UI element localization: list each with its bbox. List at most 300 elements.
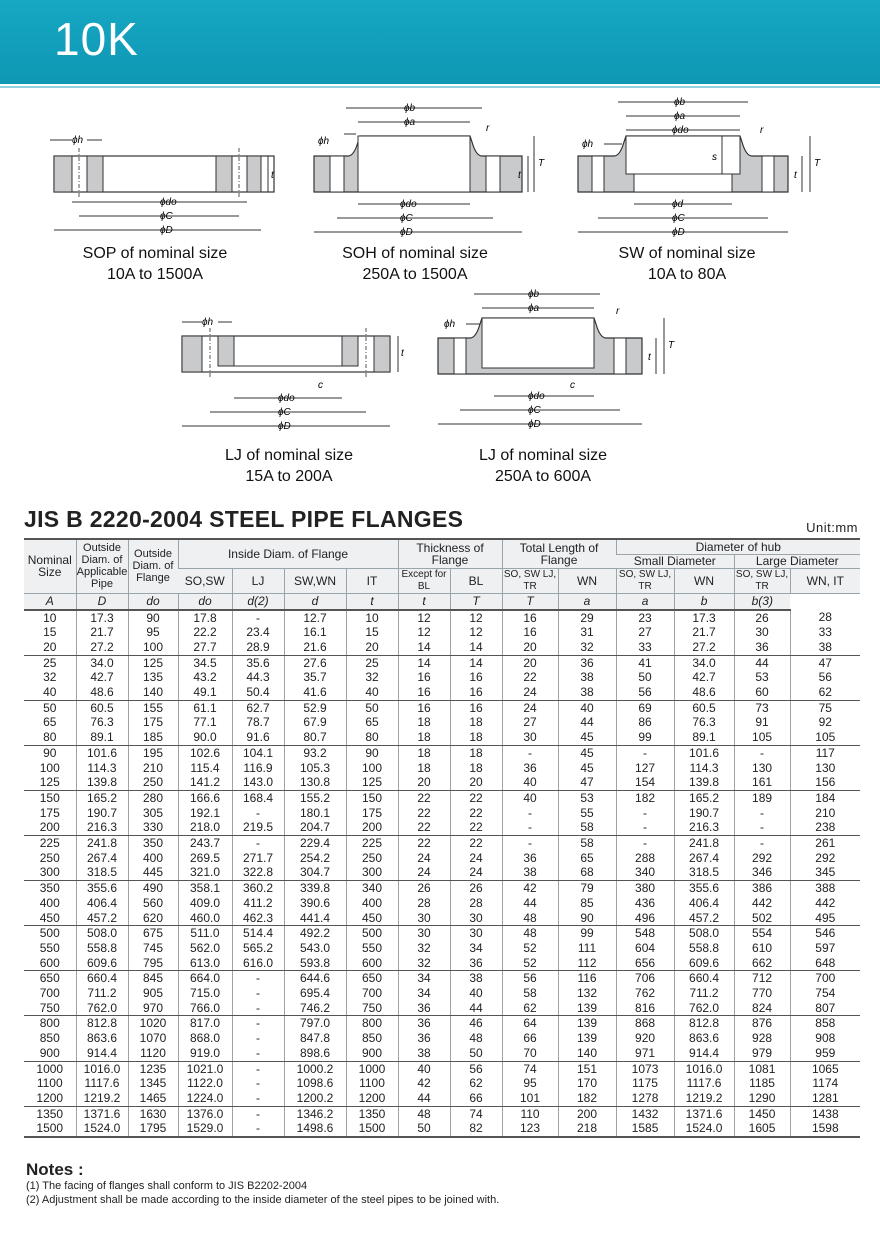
table-cell: 845 bbox=[128, 971, 178, 986]
table-cell: 1500 bbox=[346, 1121, 398, 1137]
table-cell: 442 bbox=[790, 896, 860, 911]
table-cell: 14 bbox=[398, 640, 450, 655]
table-cell: 225 bbox=[346, 836, 398, 851]
table-cell: 58 bbox=[502, 986, 558, 1001]
table-cell: 24 bbox=[502, 700, 558, 715]
table-cell: 125 bbox=[346, 775, 398, 790]
table-cell: 175 bbox=[128, 715, 178, 730]
table-cell: 42 bbox=[502, 881, 558, 896]
table-row bbox=[24, 790, 860, 805]
table-cell: 746.2 bbox=[284, 1001, 346, 1016]
table-body bbox=[24, 610, 860, 1138]
table-cell: 50 bbox=[398, 1121, 450, 1137]
table-cell: 56 bbox=[616, 685, 674, 700]
table-cell: 920 bbox=[616, 1031, 674, 1046]
table-cell: 139.8 bbox=[76, 775, 128, 790]
table-cell: 868 bbox=[616, 1016, 674, 1031]
table-cell: 500 bbox=[39, 926, 60, 941]
table-cell: 20 bbox=[502, 655, 558, 670]
table-cell: 229.4 bbox=[284, 836, 346, 851]
table-cell: 90 bbox=[346, 745, 398, 760]
table-cell: 908 bbox=[790, 1031, 860, 1046]
table-row bbox=[24, 610, 860, 626]
table-cell: 48.6 bbox=[76, 685, 128, 700]
table-cell: 17.3 bbox=[76, 610, 128, 626]
label-r: r bbox=[616, 306, 620, 317]
table-cell: 1021.0 bbox=[178, 1061, 232, 1076]
table-cell: 1174 bbox=[790, 1076, 860, 1091]
table-cell: 41.6 bbox=[284, 685, 346, 700]
table-cell: 863.6 bbox=[674, 1031, 734, 1046]
table-cell: 1098.6 bbox=[284, 1076, 346, 1091]
table-cell: 562.0 bbox=[178, 941, 232, 956]
table-cell: 50 bbox=[450, 1046, 502, 1061]
table-cell: 267.4 bbox=[76, 851, 128, 866]
table-cell: 73 bbox=[734, 700, 790, 715]
table-cell: 75 bbox=[790, 700, 860, 715]
table-cell: 565.2 bbox=[232, 941, 284, 956]
table-cell: 339.8 bbox=[284, 881, 346, 896]
note-1: (1) The facing of flanges shall conform to JIS B2202-2004 bbox=[26, 1180, 308, 1192]
table-cell: 754 bbox=[790, 986, 860, 1001]
flange-table bbox=[24, 538, 860, 1138]
label-b: ϕb bbox=[674, 97, 686, 108]
symbol-cell: T bbox=[450, 593, 502, 610]
table-cell: 154 bbox=[616, 775, 674, 790]
table-cell: 112 bbox=[558, 956, 616, 971]
header-lj: LJ bbox=[232, 568, 284, 593]
table-cell: 219.5 bbox=[232, 820, 284, 835]
table-cell: 32 bbox=[346, 670, 398, 685]
table-cell: 400 bbox=[128, 851, 178, 866]
symbol-cell: b(3) bbox=[734, 593, 790, 610]
note-2: (2) Adjustment shall be made according to the inside diameter of the steel pipes to be joined with. bbox=[26, 1194, 500, 1206]
table-cell: 26 bbox=[734, 610, 790, 626]
table-cell: 243.7 bbox=[178, 836, 232, 851]
table-cell: 1630 bbox=[128, 1106, 178, 1121]
table-cell: 65 bbox=[43, 715, 57, 730]
table-row bbox=[24, 761, 860, 776]
table-cell: 105 bbox=[734, 730, 790, 745]
table-cell: 22 bbox=[398, 820, 450, 835]
table-cell: 168.4 bbox=[232, 790, 284, 805]
table-cell: 800 bbox=[39, 1016, 60, 1031]
table-cell: 386 bbox=[734, 881, 790, 896]
table-cell: - bbox=[734, 820, 790, 835]
table-cell: 928 bbox=[734, 1031, 790, 1046]
symbol-cell: t bbox=[346, 593, 398, 610]
table-cell: 1465 bbox=[128, 1091, 178, 1106]
table-cell: 38 bbox=[558, 670, 616, 685]
label-h: ϕh bbox=[318, 136, 330, 147]
header-sw-wn: SW,WN bbox=[284, 568, 346, 593]
table-cell: 600 bbox=[346, 956, 398, 971]
table-cell: 80 bbox=[346, 730, 398, 745]
header-hub-diameter: Diameter of hub bbox=[616, 539, 860, 554]
table-cell: 1175 bbox=[616, 1076, 674, 1091]
table-cell: 38 bbox=[790, 640, 860, 655]
table-cell: 27 bbox=[502, 715, 558, 730]
table-cell: 101.6 bbox=[674, 745, 734, 760]
table-cell: 340 bbox=[616, 865, 674, 880]
table-row bbox=[24, 730, 860, 745]
table-cell: 68 bbox=[558, 865, 616, 880]
table-cell: 95 bbox=[128, 625, 178, 640]
table-row bbox=[24, 715, 860, 730]
table-cell: 1000 bbox=[346, 1061, 398, 1076]
table-cell: 218 bbox=[558, 1121, 616, 1137]
table-cell: - bbox=[502, 836, 558, 851]
table-cell: 345 bbox=[790, 865, 860, 880]
table-cell: 143.0 bbox=[232, 775, 284, 790]
table-cell: 55 bbox=[558, 806, 616, 821]
table-row bbox=[24, 1061, 860, 1076]
table-cell: 490 bbox=[128, 881, 178, 896]
table-cell: 18 bbox=[450, 715, 502, 730]
table-cell: 40 bbox=[450, 986, 502, 1001]
table-cell: 508.0 bbox=[674, 926, 734, 941]
table-cell: 24 bbox=[398, 865, 450, 880]
table-cell: 1438 bbox=[790, 1106, 860, 1121]
table-cell: 62.7 bbox=[232, 700, 284, 715]
table-cell: 48 bbox=[502, 911, 558, 926]
table-cell: 250 bbox=[346, 851, 398, 866]
table-cell: - bbox=[232, 1076, 284, 1091]
table-cell: 82 bbox=[450, 1121, 502, 1137]
table-cell: 100 bbox=[128, 640, 178, 655]
table-cell: 31 bbox=[558, 625, 616, 640]
table-cell: 28.9 bbox=[232, 640, 284, 655]
table-row bbox=[24, 986, 860, 1001]
table-cell: 380 bbox=[616, 881, 674, 896]
table-cell: 14 bbox=[450, 640, 502, 655]
label-T: T bbox=[538, 158, 545, 169]
table-cell: - bbox=[232, 1001, 284, 1016]
table-cell: 27 bbox=[616, 625, 674, 640]
table-cell: 46 bbox=[450, 1016, 502, 1031]
label-T: T bbox=[814, 158, 821, 169]
table-cell: 24 bbox=[502, 685, 558, 700]
table-cell: 35.7 bbox=[284, 670, 346, 685]
table-cell: 45 bbox=[558, 745, 616, 760]
table-cell: 130.8 bbox=[284, 775, 346, 790]
table-cell: 250 bbox=[128, 775, 178, 790]
table-cell: 204.7 bbox=[284, 820, 346, 835]
table-cell: 116 bbox=[558, 971, 616, 986]
table-cell: - bbox=[232, 806, 284, 821]
table-cell: 70 bbox=[502, 1046, 558, 1061]
table-cell: 156 bbox=[790, 775, 860, 790]
table-cell: 390.6 bbox=[284, 896, 346, 911]
table-cell: 175 bbox=[346, 806, 398, 821]
table-cell: 593.8 bbox=[284, 956, 346, 971]
table-cell: 32 bbox=[43, 670, 57, 685]
table-cell: 45 bbox=[558, 761, 616, 776]
table-cell: 457.2 bbox=[76, 911, 128, 926]
table-cell: 914.4 bbox=[76, 1046, 128, 1061]
table-cell: 155 bbox=[128, 700, 178, 715]
table-cell: 919.0 bbox=[178, 1046, 232, 1061]
table-cell: 620 bbox=[128, 911, 178, 926]
table-cell: 766.0 bbox=[178, 1001, 232, 1016]
caption-line: 10A to 1500A bbox=[106, 266, 204, 283]
table-cell: 812.8 bbox=[76, 1016, 128, 1031]
table-cell: 695.4 bbox=[284, 986, 346, 1001]
table-cell: 166.6 bbox=[178, 790, 232, 805]
table-cell: 797.0 bbox=[284, 1016, 346, 1031]
table-cell: 44 bbox=[450, 1001, 502, 1016]
table-cell: 42.7 bbox=[76, 670, 128, 685]
table-cell: 850 bbox=[39, 1031, 60, 1046]
table-cell: 200 bbox=[558, 1106, 616, 1121]
table-cell: 192.1 bbox=[178, 806, 232, 821]
table-cell: 104.1 bbox=[232, 745, 284, 760]
symbol-cell: a bbox=[558, 593, 616, 610]
table-cell: 288 bbox=[616, 851, 674, 866]
table-cell: 52 bbox=[502, 956, 558, 971]
table-cell: 745 bbox=[128, 941, 178, 956]
table-cell: 165.2 bbox=[674, 790, 734, 805]
table-cell: 40 bbox=[502, 790, 558, 805]
table-cell: 355.6 bbox=[76, 881, 128, 896]
table-cell: 74 bbox=[450, 1106, 502, 1121]
table-cell: - bbox=[232, 1091, 284, 1106]
table-cell: 436 bbox=[616, 896, 674, 911]
table-cell: 26 bbox=[398, 881, 450, 896]
table-row bbox=[24, 1001, 860, 1016]
table-cell: 90.0 bbox=[178, 730, 232, 745]
caption-line: SW of nominal size bbox=[618, 245, 756, 262]
table-cell: 23.4 bbox=[232, 625, 284, 640]
table-cell: 101 bbox=[502, 1091, 558, 1106]
table-cell: 27.2 bbox=[674, 640, 734, 655]
table-cell: 35.6 bbox=[232, 655, 284, 670]
table-cell: 16 bbox=[450, 685, 502, 700]
caption-line: 250A to 600A bbox=[494, 468, 592, 485]
caption-line: SOH of nominal size bbox=[342, 245, 488, 262]
header-large-wn-it: WN, IT bbox=[790, 568, 860, 593]
table-cell: 52 bbox=[502, 941, 558, 956]
table-cell: 28 bbox=[398, 896, 450, 911]
table-cell: 30 bbox=[502, 730, 558, 745]
table-row bbox=[24, 1016, 860, 1031]
caption-line: 250A to 1500A bbox=[362, 266, 468, 283]
table-cell: 508.0 bbox=[76, 926, 128, 941]
table-cell: 300 bbox=[346, 865, 398, 880]
table-cell: 271.7 bbox=[232, 851, 284, 866]
table-cell: 900 bbox=[24, 1046, 76, 1061]
table-cell: 1219.2 bbox=[76, 1091, 128, 1106]
symbol-cell: do bbox=[128, 593, 178, 610]
table-cell: 762.0 bbox=[674, 1001, 734, 1016]
table-cell: 114.3 bbox=[76, 761, 128, 776]
table-cell: 34 bbox=[398, 971, 450, 986]
table-cell: - bbox=[734, 836, 790, 851]
table-cell: 660.4 bbox=[76, 971, 128, 986]
table-cell: 89.1 bbox=[76, 730, 128, 745]
table-cell: 400 bbox=[39, 895, 60, 910]
table-cell: 21.7 bbox=[76, 625, 128, 640]
label-a: ϕa bbox=[404, 117, 416, 128]
table-cell: 76.3 bbox=[674, 715, 734, 730]
table-cell: 492.2 bbox=[284, 926, 346, 941]
table-cell: 24 bbox=[398, 851, 450, 866]
header-inside-diam: Inside Diam. of Flange bbox=[178, 539, 398, 568]
table-cell: 1117.6 bbox=[674, 1076, 734, 1091]
table-cell: 80.7 bbox=[284, 730, 346, 745]
table-cell: 58 bbox=[558, 836, 616, 851]
table-row bbox=[24, 670, 860, 685]
table-cell: 155.2 bbox=[284, 790, 346, 805]
table-cell: 61.1 bbox=[178, 700, 232, 715]
table-row bbox=[24, 851, 860, 866]
table-cell: - bbox=[502, 806, 558, 821]
table-cell: 25 bbox=[346, 655, 398, 670]
table-cell: 762 bbox=[616, 986, 674, 1001]
header-total-wn: WN bbox=[558, 568, 616, 593]
table-cell: 185 bbox=[128, 730, 178, 745]
caption-soh bbox=[300, 243, 530, 285]
header-small-so-sw-lj-tr: SO, SW LJ, TR bbox=[616, 568, 674, 593]
table-cell: 450 bbox=[24, 911, 76, 926]
table-cell: 300 bbox=[24, 865, 76, 880]
table-cell: 750 bbox=[24, 1001, 76, 1016]
table-cell: 105 bbox=[790, 730, 860, 745]
table-cell: 644.6 bbox=[284, 971, 346, 986]
table-cell: 53 bbox=[734, 670, 790, 685]
table-cell: 970 bbox=[128, 1001, 178, 1016]
table-cell: 22 bbox=[502, 670, 558, 685]
table-cell: 40 bbox=[502, 775, 558, 790]
caption-lj-small bbox=[174, 445, 404, 487]
table-cell: 36 bbox=[502, 851, 558, 866]
table-cell: 14 bbox=[398, 655, 450, 670]
table-cell: 1346.2 bbox=[284, 1106, 346, 1121]
table-cell: 1065 bbox=[790, 1061, 860, 1076]
table-cell: 238 bbox=[790, 820, 860, 835]
table-cell: 50 bbox=[43, 700, 57, 715]
table-cell: 180.1 bbox=[284, 806, 346, 821]
table-cell: 22 bbox=[450, 806, 502, 821]
table-cell: 36 bbox=[734, 640, 790, 655]
table-cell: 762.0 bbox=[76, 1001, 128, 1016]
table-cell: 358.1 bbox=[178, 881, 232, 896]
table-cell: - bbox=[616, 836, 674, 851]
table-cell: 189 bbox=[734, 790, 790, 805]
table-cell: 847.8 bbox=[284, 1031, 346, 1046]
table-cell: 1350 bbox=[346, 1106, 398, 1121]
label-c: ϕC bbox=[528, 405, 541, 416]
table-cell: 67.9 bbox=[284, 715, 346, 730]
table-cell: 1345 bbox=[128, 1076, 178, 1091]
table-cell: 16 bbox=[398, 685, 450, 700]
header-small-wn: WN bbox=[674, 568, 734, 593]
table-cell: 15 bbox=[43, 625, 57, 640]
table-cell: 42.7 bbox=[674, 670, 734, 685]
table-cell: 22 bbox=[398, 836, 450, 851]
table-cell: - bbox=[734, 806, 790, 821]
table-cell: 914.4 bbox=[674, 1046, 734, 1061]
table-cell: 1605 bbox=[734, 1121, 790, 1137]
label-h: ϕh bbox=[202, 317, 214, 328]
table-cell: 44 bbox=[502, 896, 558, 911]
table-cell: 22 bbox=[398, 790, 450, 805]
table-cell: 610 bbox=[734, 941, 790, 956]
table-cell: 62 bbox=[790, 685, 860, 700]
table-cell: 190.7 bbox=[76, 806, 128, 821]
table-cell: 330 bbox=[128, 820, 178, 835]
table-cell: 304.7 bbox=[284, 865, 346, 880]
label-T: T bbox=[668, 340, 675, 351]
label-r: r bbox=[486, 123, 490, 134]
label-h: ϕh bbox=[444, 319, 456, 330]
table-cell: 26 bbox=[450, 881, 502, 896]
caption-line: LJ of nominal size bbox=[224, 447, 354, 464]
title-banner bbox=[0, 0, 880, 84]
table-cell: 1795 bbox=[128, 1121, 178, 1137]
label-h: ϕh bbox=[72, 135, 84, 146]
table-cell: 190.7 bbox=[674, 806, 734, 821]
table-cell: 546 bbox=[790, 926, 860, 941]
table-cell: 322.8 bbox=[232, 865, 284, 880]
table-cell: 40 bbox=[24, 685, 76, 700]
table-cell: 17.8 bbox=[178, 610, 232, 626]
table-cell: 41 bbox=[616, 655, 674, 670]
table-cell: 56 bbox=[450, 1061, 502, 1076]
header-nominal: Nominal Size bbox=[24, 539, 76, 593]
table-cell: 1081 bbox=[734, 1061, 790, 1076]
table-cell: 52.9 bbox=[284, 700, 346, 715]
symbol-cell: d(2) bbox=[232, 593, 284, 610]
table-cell: 25 bbox=[43, 655, 57, 670]
table-cell: 117 bbox=[790, 745, 860, 760]
table-cell: 1290 bbox=[734, 1091, 790, 1106]
table-cell: 23 bbox=[616, 610, 674, 626]
table-cell: 600 bbox=[24, 956, 76, 971]
table-cell: 165.2 bbox=[76, 790, 128, 805]
table-cell: 20 bbox=[450, 775, 502, 790]
table-cell: 60.5 bbox=[76, 700, 128, 715]
table-cell: 16 bbox=[450, 670, 502, 685]
table-cell: 76.3 bbox=[76, 715, 128, 730]
header-large-so-sw-lj-tr: SO, SW LJ, TR bbox=[735, 568, 789, 592]
table-cell: 40 bbox=[558, 700, 616, 715]
table-cell: 45 bbox=[558, 730, 616, 745]
label-b: ϕb bbox=[404, 103, 416, 114]
table-cell: - bbox=[616, 745, 674, 760]
table-cell: 48 bbox=[398, 1106, 450, 1121]
diagram-lj-large bbox=[424, 284, 684, 436]
table-row bbox=[24, 1076, 860, 1091]
label-d-inner: ϕd bbox=[672, 199, 684, 210]
table-cell: 441.4 bbox=[284, 911, 346, 926]
table-cell: 30 bbox=[398, 911, 450, 926]
table-cell: 514.4 bbox=[232, 926, 284, 941]
table-cell: 280 bbox=[128, 790, 178, 805]
table-cell: 241.8 bbox=[674, 836, 734, 851]
table-cell: 770 bbox=[734, 986, 790, 1001]
table-cell: 125 bbox=[24, 775, 76, 790]
table-cell: 139 bbox=[558, 1016, 616, 1031]
table-cell: 48 bbox=[450, 1031, 502, 1046]
table-cell: 1500 bbox=[36, 1121, 64, 1136]
table-cell: 64 bbox=[502, 1016, 558, 1031]
table-cell: 140 bbox=[128, 685, 178, 700]
table-cell: 613.0 bbox=[178, 956, 232, 971]
table-cell: 100 bbox=[346, 761, 398, 776]
table-cell: 135 bbox=[128, 670, 178, 685]
table-cell: 1585 bbox=[616, 1121, 674, 1137]
